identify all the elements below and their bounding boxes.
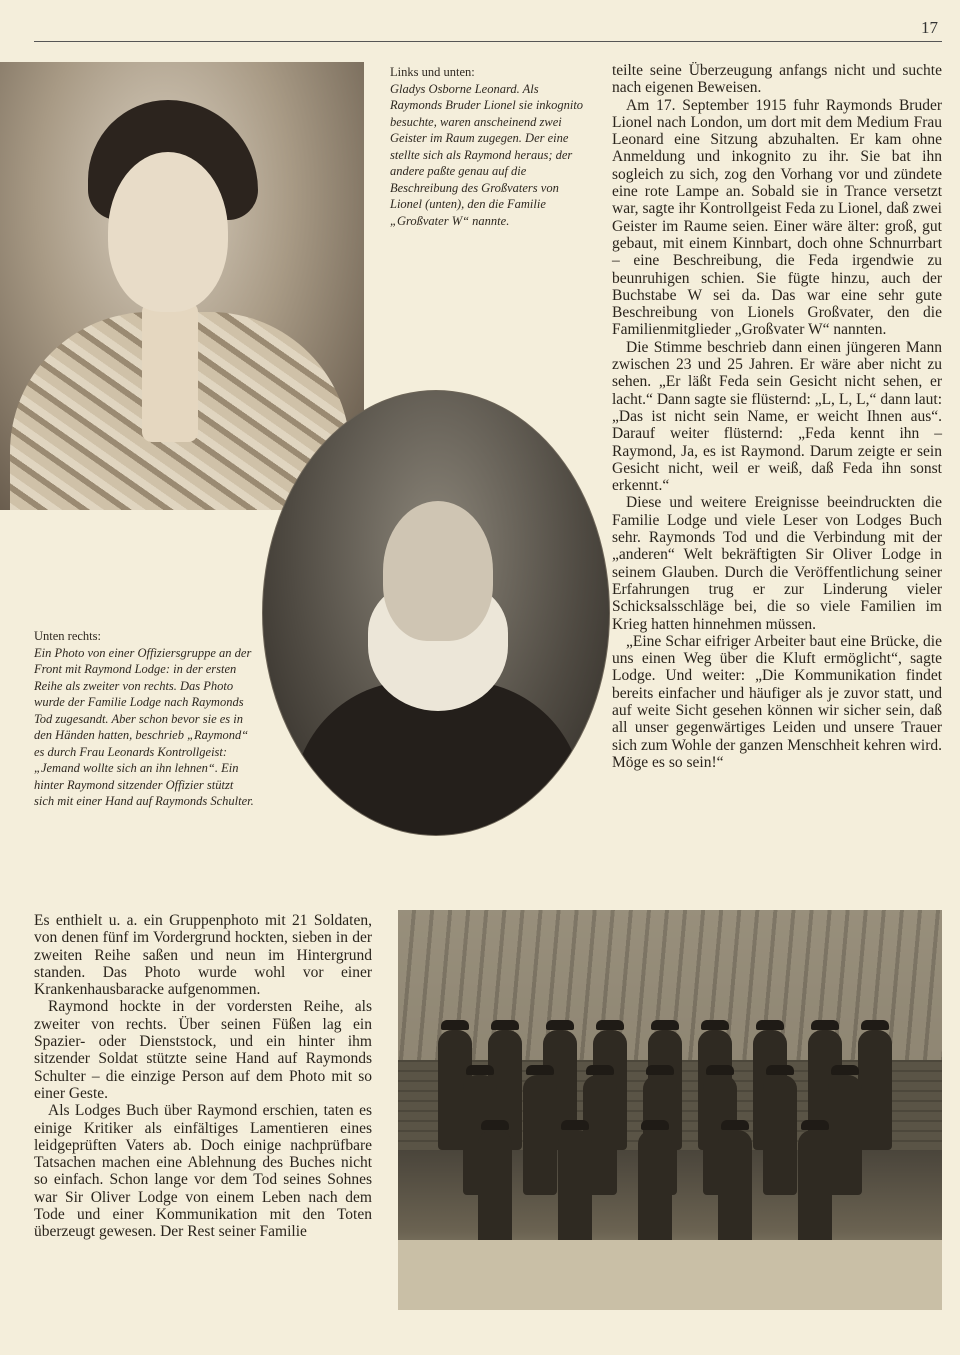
page-number: 17 [921,18,938,37]
caption-bottom [34,628,256,810]
paragraph: teilte seine Überzeugung anfangs nicht und suchte nach eigenen Beweisen. [612,62,942,97]
caption-bottom-body: Ein Photo von einer Offiziersgruppe an der Front mit Raymond Lodge: in der ersten Reihe als zweiter von rechts. Das Photo wurde der Familie Lodge nach Raymonds Tod zugesandt. Aber schon bevor sie es in den Händen hatten, beschrieb „Raymond“ es durch Frau Leonards Kontrollgeist: „Jemand wollte sich an ihn lehnen“. Ein hinter Raymond sitzender Offizier stützt sich mit einer Hand auf Raymonds Schulter. [34,645,254,808]
caption-bottom-heading: Unten rechts: [34,629,101,643]
caption-top [390,64,590,229]
caption-top-body: Gladys Osborne Leonard. Als Raymonds Bruder Lionel sie inkognito besuchte, waren anscheinend zwei Geister im Raum zugegen. Der eine stellte sich als Raymond heraus; der andere paßte genau auf die Beschreibung des Großvaters von Lionel (unten), den die Familie „Großvater W“ nannte. [390,81,584,228]
paragraph: Die Stimme beschrieb dann einen jüngeren Mann zwischen 23 und 25 Jahren. Er wäre aber nicht zu sehen. „Er läßt Feda sein Gesicht nicht sehen, er lacht.“ Dann sagte sie flüsternd: „L, L, L,“ dann laut: „Das ist nicht sein Name, er weicht Ihnen aus“. Darauf weiter flüsternd: „Feda kennt ihn – Raymond, Ja, es ist Raymond. Darum zeigte er sein Gesicht nicht, weil er weiß, daß Feda ihn sonst erkennt.“ [612,338,942,495]
paragraph: Raymond hockte in der vordersten Reihe, als zweiter von rechts. Über seinen Füßen lag ein Spazier- oder Dienststock, und ein hinter ihm sitzender Soldat stützte seine Hand auf Raymonds Schulter – die einzige Person auf dem Photo mit so einer Geste. [34,998,372,1102]
left-text-column [34,912,372,1241]
paragraph: Am 17. September 1915 fuhr Raymonds Bruder Lionel nach London, um dort mit dem Medium Frau Leonard eine Sitzung abzuhalten. Er kam ohne Anmeldung und inkognito zu ihr. Sie bat ihn sogleich zu sich, zog den Vorhang vor und zündete eine rote Lampe an. Sobald sie in Trance versetzt war, sagte ihr Kontrollgeist Feda zu Lionel, daß zwei Geister im Raume seien. Einer wäre älter: groß, gut gebaut, mit einem Kinnbart, doch ohne Schnurrbart – eine Beschreibung, die Feda irgendwie zu beunruhigen schien. Sie fügte hinzu, auch der Buchstabe W sei da. Das war eine sehr gute Beschreibung von Lionels Großvater, den die Familienmitglieder „Großvater W“ nannten. [612,96,942,339]
paragraph: „Eine Schar eifriger Arbeiter baut eine Brücke, die uns einen Weg über die Kluft ermöglicht“, sagte Lodge. Und weiter: „Die Kommunikation findet bereits einfacher und häufiger als je zuvor statt, und auf weite Sicht gesehen können wir sicher sein, daß all unser gegenwärtiges Leiden und unsere Trauer sich zum Wohle der ganzen Menschheit kehren wird. Möge es so sein!“ [612,632,942,771]
paragraph: Diese und weitere Ereignisse beeindruckten die Familie Lodge und viele Leser von Lodges Buch sehr. Raymonds Tod und die Verbindung mit der „anderen“ Welt bekräftigten Sir Oliver Lodge in seinem Glauben. Durch die Veröffentlichung seiner Erfahrungen trug er zur Linderung vieler Schicksalsschläge bei, die so viele Familien im Krieg hatten hinnehmen müssen. [612,494,942,633]
paragraph: Es enthielt u. a. ein Gruppenphoto mit 21 Soldaten, von denen fünf im Vordergrund hockten, sieben in der zweiten Reihe saßen und neun im Hintergrund standen. Das Photo wurde wohl vor einer Krankenhausbaracke aufgenommen. [34,912,372,999]
header-rule [34,41,942,42]
group-photo-soldiers [398,910,942,1310]
paragraph: Als Lodges Buch über Raymond erschien, taten es einige Kritiker als einfältiges Lamentieren eines leidgeprüften Vaters ab. Doch einige nachprüfbare Tatsachen machen eine Ablehnung des Buches nicht so einfach. Schon lange vor dem Tod seines Sohnes war Sir Oliver Lodge von einem Leben nach dem Tode und einer Kommunikation mit den Toten überzeugt gewesen. Der Rest seiner Familie [34,1102,372,1241]
right-text-column [612,62,942,771]
oval-portrait-photo-man [262,390,610,836]
caption-top-heading: Links und unten: [390,65,475,79]
portrait-photo-woman [0,62,364,510]
